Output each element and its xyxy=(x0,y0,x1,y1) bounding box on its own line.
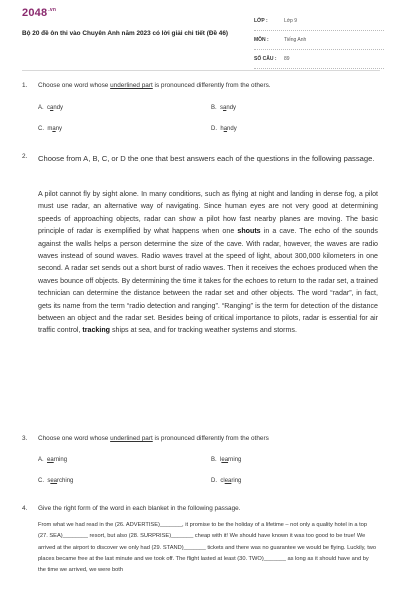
option-a[interactable]: A. earning xyxy=(38,457,68,463)
bold-word: tracking xyxy=(82,326,111,335)
meta-key: SỐ CÂU : xyxy=(254,56,277,62)
question-instruction: Choose one word whose underlined part is pronounced differently from the others. xyxy=(38,82,271,89)
meta-row-class xyxy=(254,15,384,31)
document-title: Bộ 20 đề ôn thi vào Chuyên Anh năm 2023 có lời giải chi tiết (Đề 46) xyxy=(22,30,229,37)
bold-word: shouts xyxy=(237,227,261,236)
fill-in-passage: From what we had read in the (26. ADVERTISE)_______, it promise to be the holiday of a lifetime – not only a quality hotel in a top (27. SEA)________ resort, but also (28. SURPRISE)_______ cheap with it! We should have known it was too good to be true! We arrived at the airport to discover we only had (29. STAND)_______ tickets and there was no guarantee we would be flying. Luckily, two places became free at the last minute and we took off. The flight lasted at least (30. TWO)_______ as long as it should have and by the time we arrived, we were both xyxy=(38,522,377,574)
meta-value: Tiếng Anh xyxy=(284,37,307,43)
meta-key: MÔN : xyxy=(254,37,269,43)
header-divider xyxy=(22,70,380,71)
question-instruction: Choose one word whose underlined part is pronounced differently from the others xyxy=(38,435,269,442)
meta-value: 89 xyxy=(284,56,290,62)
site-logo[interactable] xyxy=(22,7,56,19)
option-b[interactable]: B. learning xyxy=(211,457,242,463)
logo-suffix: .vn xyxy=(48,7,57,14)
question-instruction: Choose from A, B, C, or D the one that best answers each of the questions in the following passage. xyxy=(38,154,375,163)
reading-passage: A pilot cannot fly by sight alone. In many conditions, such as flying at night and landing in dense fog, a pilot must use radar, an alternative way of navigating. Since human eyes are not very good at determining speeds of approaching objects, radar can show a pilot how fast nearby planes are moving. The basic principle of radar is exemplified by what happens when one shouts in a cave. The echo of the sounds against the walls helps a person determine the size of the cave. With radar, however, the waves are radio waves instead of sound waves. Radio waves travel at the speed of light, about 300,000 kilometers in one second. A radar set sends out a short burst of radio waves. Then it receives the echoes produced when the waves bounce off objects. By determining the time it takes for the echoes to return to the radar set, a trained technician can determine the distance between the radar set and other objects. The word “radar”, in fact, gets its name from the term “radio detection and ranging”. “Ranging” is the term for detection of the distance between an object and the radar set. Besides being of critical importance to pilots, radar is essential for air traffic control, tracking ships at sea, and for tracking weather systems and storms. xyxy=(38,190,378,335)
meta-row-subject xyxy=(254,34,384,50)
meta-key: LỚP : xyxy=(254,18,268,24)
meta-row-count xyxy=(254,53,384,69)
option-a[interactable]: A. candy xyxy=(38,105,64,111)
question-number: 1. xyxy=(22,82,28,89)
question-number: 2. xyxy=(22,153,28,160)
question-number: 4. xyxy=(22,505,28,512)
document-header xyxy=(0,0,400,62)
question-number: 3. xyxy=(22,435,28,442)
option-c[interactable]: C. many xyxy=(38,126,63,132)
option-d[interactable]: D. handy xyxy=(211,126,237,132)
option-c[interactable]: C. searching xyxy=(38,478,74,484)
option-d[interactable]: D. clearing xyxy=(211,478,242,484)
option-b[interactable]: B. sandy xyxy=(211,105,237,111)
meta-value: Lớp 9 xyxy=(284,18,298,24)
logo-text: 2048 xyxy=(22,7,48,19)
question-instruction: Give the right form of the word in each blanket in the following passage. xyxy=(38,505,241,512)
document-meta xyxy=(254,15,384,72)
